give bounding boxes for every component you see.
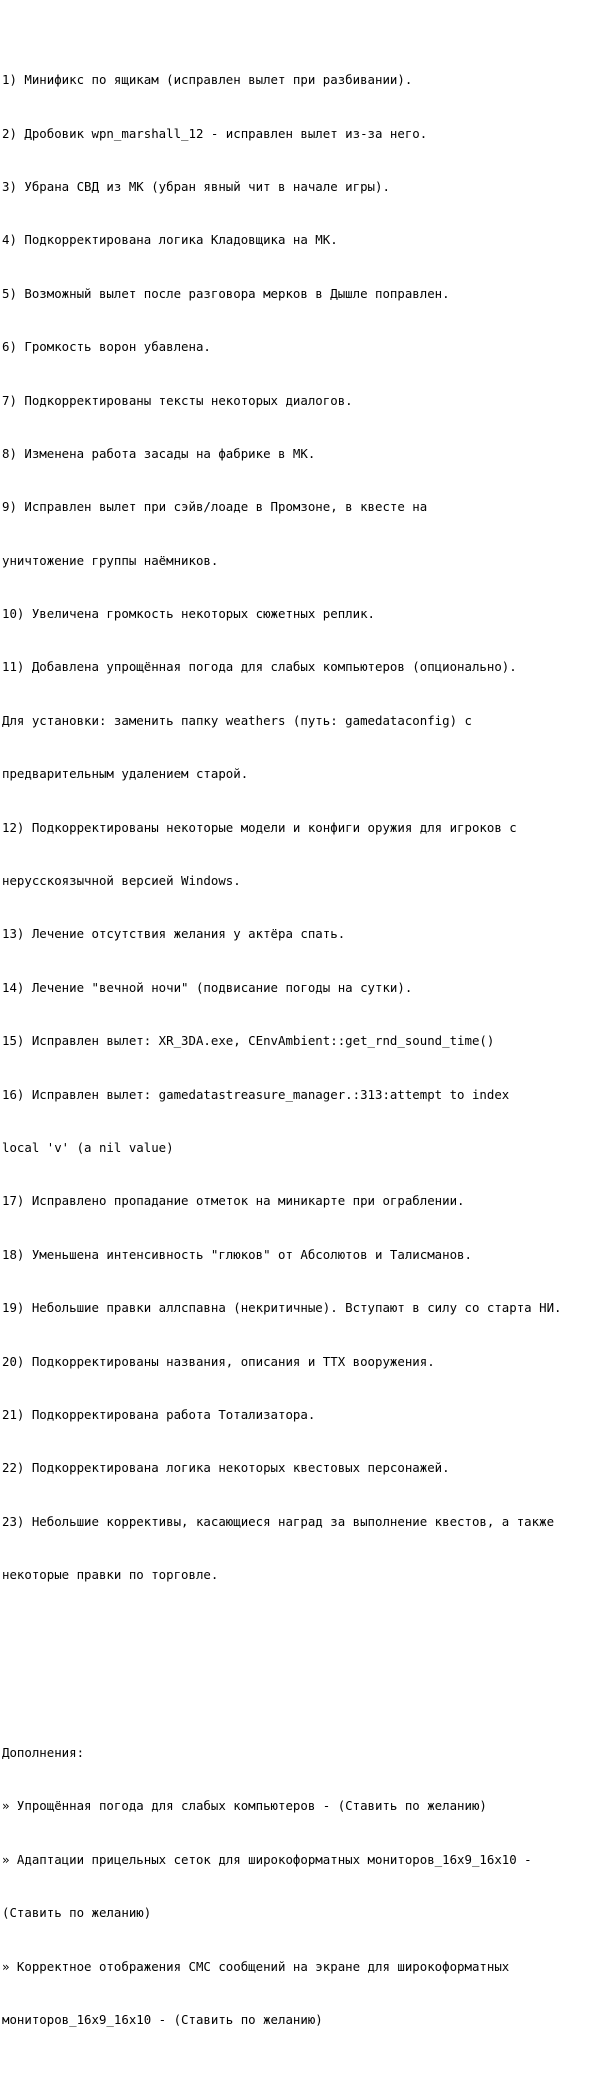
changelog-line: 22) Подкорректирована логика некоторых квестовых персонажей. — [2, 1460, 450, 1476]
blank-line — [2, 1655, 598, 1673]
changelog-line: 15) Исправлен вылет: XR_3DA.exe, CEnvAmbient::get_rnd_sound_time() — [2, 1033, 495, 1049]
changelog-line: 23) Небольшие коррективы, касающиеся наград за выполнение квестов, а также — [2, 1513, 555, 1529]
changelog-line: 10) Увеличена громкость некоторых сюжетных реплик. — [2, 606, 375, 622]
document-body — [2, 0, 598, 2082]
changelog-line: предварительным удалением старой. — [2, 766, 249, 782]
addon-line: » Упрощённая погода для слабых компьютеров - (Ставить по желанию) — [2, 1798, 487, 1814]
changelog-list — [2, 36, 598, 1620]
changelog-line: уничтожение группы наёмников. — [2, 552, 219, 568]
addons-heading: Дополнения: — [2, 1745, 85, 1761]
changelog-line: 19) Небольшие правки аллспавна (некритичные). Вступают в силу со старта НИ. — [2, 1300, 562, 1316]
changelog-line: Для установки: заменить папку weathers (путь: gamedataconfig) с — [2, 712, 472, 728]
changelog-line: 18) Уменьшена интенсивность "глюков" от Абсолютов и Талисманов. — [2, 1246, 472, 1262]
changelog-line: некоторые правки по торговле. — [2, 1567, 219, 1583]
changelog-line: 13) Лечение отсутствия желания у актёра спать. — [2, 926, 346, 942]
changelog-line: 2) Дробовик wpn_marshall_12 - исправлен вылет из-за него. — [2, 125, 428, 141]
changelog-line: 8) Изменена работа засады на фабрике в МК. — [2, 445, 316, 461]
changelog-line: 16) Исправлен вылет: gamedatastreasure_manager.:313:attempt to index — [2, 1086, 510, 1102]
changelog-line: нерусскоязычной версией Windows. — [2, 873, 241, 889]
addon-line: » Адаптации прицельных сеток для широкоформатных мониторов_16x9_16x10 - — [2, 1851, 532, 1867]
changelog-line: 7) Подкорректированы тексты некоторых диалогов. — [2, 392, 353, 408]
changelog-line: 12) Подкорректированы некоторые модели и конфиги оружия для игроков с — [2, 819, 517, 835]
changelog-line: 3) Убрана СВД из МК (убран явный чит в начале игры). — [2, 178, 390, 194]
changelog-line: 20) Подкорректированы названия, описания и ТТХ вооружения. — [2, 1353, 435, 1369]
changelog-line: 6) Громкость ворон убавлена. — [2, 339, 211, 355]
changelog-line: 11) Добавлена упрощённая погода для слабых компьютеров (опционально). — [2, 659, 517, 675]
addon-line: (Ставить по желанию) — [2, 1905, 152, 1921]
changelog-line: 17) Исправлено пропадание отметок на миникарте при ограблении. — [2, 1193, 465, 1209]
addon-line: мониторов_16x9_16x10 - (Ставить по желанию) — [2, 2012, 323, 2028]
changelog-line: local 'v' (a nil value) — [2, 1140, 174, 1155]
changelog-line: 14) Лечение "вечной ночи" (подвисание погоды на сутки). — [2, 979, 413, 995]
addons-section — [2, 1709, 598, 2065]
changelog-line: 5) Возможный вылет после разговора мерков в Дышле поправлен. — [2, 285, 450, 301]
addon-line: » Корректное отображения СМС сообщений на экране для широкоформатных — [2, 1958, 510, 1974]
changelog-line: 4) Подкорректирована логика Кладовщика на МК. — [2, 232, 338, 248]
changelog-line: 9) Исправлен вылет при сэйв/лоаде в Промзоне, в квесте на — [2, 499, 428, 515]
changelog-line: 1) Минификс по ящикам (исправлен вылет при разбивании). — [2, 72, 413, 88]
changelog-line: 21) Подкорректирована работа Тотализатора. — [2, 1406, 316, 1422]
